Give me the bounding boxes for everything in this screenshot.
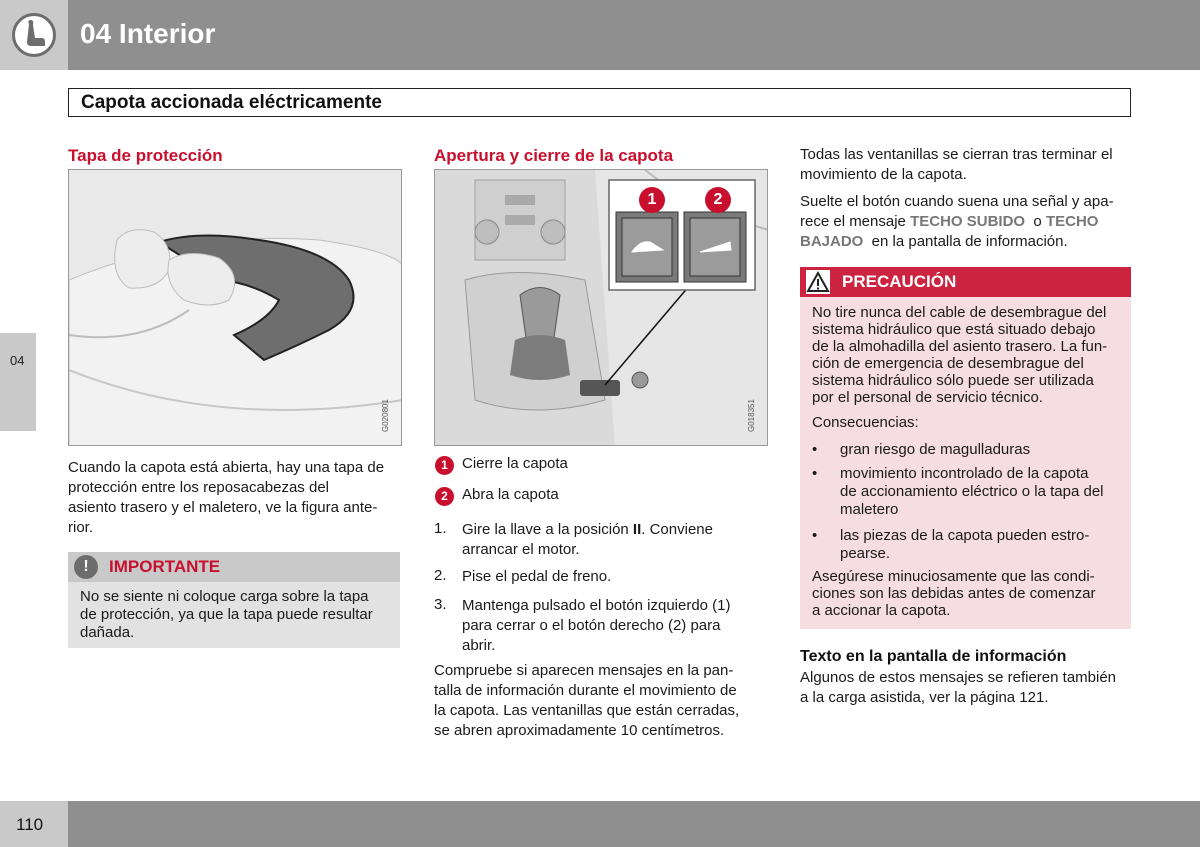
- step-1-text: [462, 520, 762, 560]
- header-bar: [68, 0, 1200, 70]
- legend-number-1: 1: [435, 456, 454, 475]
- warning-notice: [800, 267, 1131, 629]
- key-position: II: [632, 521, 642, 538]
- text-line: sistema hidráulico que está situado debajo: [812, 321, 1096, 338]
- figure-code: G018351: [747, 399, 756, 432]
- open-close-heading: Apertura y cierre de la capota: [434, 146, 674, 165]
- text-line: de accionamiento eléctrico o la tapa del: [840, 483, 1104, 500]
- text-line: para cerrar o el botón derecho (2) para: [462, 617, 721, 634]
- text-line: rior.: [68, 519, 94, 536]
- legend-open-text: Abra la capota: [462, 486, 559, 503]
- text-line: Mantenga pulsado el botón izquierdo (1): [462, 597, 731, 614]
- side-chapter-tab: [0, 333, 36, 431]
- protection-cover-paragraph: [68, 458, 402, 538]
- protection-cover-figure: [68, 169, 402, 446]
- warning-label: PRECAUCIÓN: [842, 272, 957, 291]
- closing-text: [812, 568, 1122, 619]
- text-line: de protección, ya que la tapa puede resultar: [80, 606, 373, 623]
- text-line: ciones son las debidas antes de comenzar: [812, 585, 1096, 602]
- text-line: Compruebe si aparecen mensajes en la pan-: [434, 662, 734, 679]
- message-roof-up: TECHO SUBIDO: [910, 213, 1026, 230]
- text-span: en la pantalla de información.: [863, 233, 1068, 250]
- callout-1: 1: [639, 187, 665, 213]
- footer-bar: [68, 801, 1200, 847]
- figure-code: G020801: [381, 399, 390, 432]
- text-line: Cuando la capota está abierta, hay una tapa de: [68, 459, 385, 476]
- message-roof-down-cont: BAJADO: [800, 233, 864, 250]
- windows-paragraph: [800, 145, 1135, 185]
- text-line: Todas las ventanillas se cierran tras terminar el: [800, 146, 1113, 163]
- info-display-text: [800, 668, 1135, 708]
- text-line: abrir.: [462, 637, 496, 654]
- exclamation-icon: !: [74, 555, 98, 579]
- text-line: movimiento incontrolado de la capota: [840, 465, 1089, 482]
- text-span: rece el mensaje: [800, 213, 911, 230]
- text-line: a la carga asistida, ver la página 121.: [800, 689, 1049, 706]
- important-text: [80, 588, 392, 642]
- legend-close-text: Cierre la capota: [462, 455, 568, 472]
- legend-number-2: 2: [435, 487, 454, 506]
- section-title: Capota accionada eléctricamente: [81, 92, 382, 113]
- important-label: IMPORTANTE: [109, 557, 221, 576]
- chapter-title: 04 Interior: [80, 18, 216, 49]
- text-line: dañada.: [80, 624, 135, 641]
- important-notice: [68, 552, 400, 648]
- text-line: ción de emergencia de desembrague del: [812, 355, 1084, 372]
- text-line: gran riesgo de magulladuras: [840, 441, 1031, 458]
- step-number: 3.: [434, 596, 447, 613]
- text-line: las piezas de la capota pueden estro-: [840, 527, 1090, 544]
- step-number: 1.: [434, 520, 447, 537]
- console-figure: [434, 169, 768, 446]
- text-line: protección entre los reposacabezas del: [68, 479, 329, 496]
- text-line: Algunos de estos mensajes se refieren también: [800, 669, 1117, 686]
- text-line: Asegúrese minuciosamente que las condi-: [812, 568, 1095, 585]
- text-line: a accionar la capota.: [812, 602, 951, 619]
- info-display-heading: Texto en la pantalla de información: [800, 648, 1067, 665]
- message-roof-down: TECHO: [1045, 213, 1099, 230]
- text-line: por el personal de servicio técnico.: [812, 389, 1043, 406]
- chapter-tab: [0, 0, 68, 70]
- text-line: asiento trasero y el maletero, ve la figura ante-: [68, 499, 378, 516]
- page-number: 110: [16, 815, 44, 834]
- warning-triangle-icon: [806, 270, 830, 294]
- text-line: No se siente ni coloque carga sobre la tapa: [80, 588, 369, 605]
- warning-text: [812, 304, 1122, 406]
- seat-icon: [12, 13, 56, 57]
- text-span: Gire la llave a la posición: [462, 521, 633, 538]
- bullet-dot: •: [812, 441, 818, 458]
- convertible-illustration: [69, 170, 402, 446]
- text-line: la capota. Las ventanillas que están cerradas,: [434, 702, 740, 719]
- text-line: movimiento de la capota.: [800, 166, 967, 183]
- info-messages-paragraph: [434, 661, 768, 741]
- step-number: 2.: [434, 567, 447, 584]
- text-line: se abren aproximadamente 10 centímetros.: [434, 722, 725, 739]
- step-3-text: [462, 596, 762, 656]
- text-span: . Conviene: [641, 521, 713, 538]
- section-title-box: [68, 88, 1131, 117]
- text-line: talla de información durante el movimiento de: [434, 682, 737, 699]
- consequences-label: Consecuencias:: [812, 414, 919, 431]
- protection-cover-heading: Tapa de protección: [68, 146, 223, 165]
- text-span: o: [1025, 213, 1046, 230]
- text-line: sistema hidráulico sólo puede ser utilizada: [812, 372, 1094, 389]
- warning-header: [800, 267, 1131, 297]
- text-line: arrancar el motor.: [462, 541, 580, 558]
- release-button-paragraph: [800, 192, 1135, 252]
- text-line: maletero: [840, 501, 899, 518]
- text-line: No tire nunca del cable de desembrague del: [812, 304, 1107, 321]
- bullet-dot: •: [812, 527, 818, 544]
- text-line: Suelte el botón cuando suena una señal y apa-: [800, 193, 1114, 210]
- text-line: de la almohadilla del asiento trasero. La fun-: [812, 338, 1108, 355]
- bullet-dot: •: [812, 465, 818, 482]
- important-header: [68, 552, 400, 582]
- callout-2: 2: [705, 187, 731, 213]
- side-tab-label: 04: [10, 353, 25, 368]
- text-line: Pise el pedal de freno.: [462, 568, 612, 585]
- step-2-text: [462, 567, 762, 587]
- text-line: pearse.: [840, 545, 891, 562]
